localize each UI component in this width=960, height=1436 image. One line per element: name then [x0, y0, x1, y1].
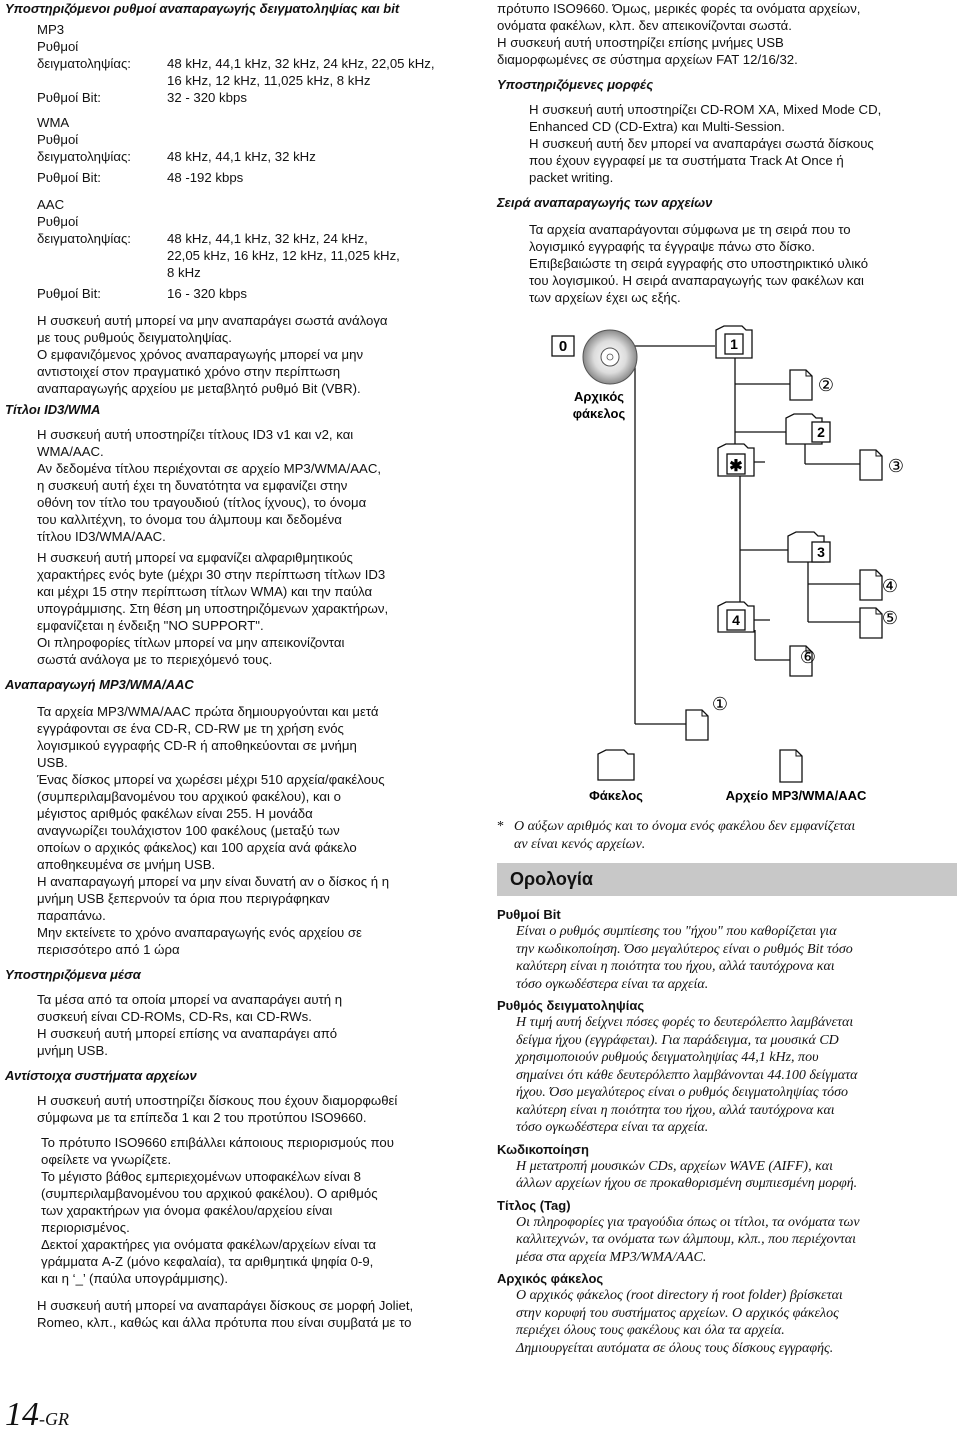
text-line: Δεκτοί χαρακτήρες για ονόματα φακέλων/αρχείων είναι τα	[41, 1237, 376, 1252]
text-line: καλλιτεχνών, τα ονόματα των άλμπουμ, κλπ., που περιέχονται	[516, 1232, 857, 1247]
playback-order-diagram	[490, 322, 960, 812]
playback-body	[37, 703, 455, 958]
bit-value: 16 - 320 kbps	[167, 286, 247, 301]
text-line: Το μέγιστο βάθος εμπεριεχομένων υποφακέλων είναι 8	[41, 1169, 361, 1184]
glossary-term	[497, 1197, 957, 1267]
page-number-value: 14	[5, 1396, 39, 1433]
text-line: περιορισμένος.	[41, 1220, 130, 1235]
mp3-spec	[37, 21, 455, 106]
text-line: Η συσκευή αυτή υποστηρίζει δίσκους που έχουν διαμορφωθεί	[37, 1093, 398, 1108]
format-name: MP3	[37, 22, 65, 37]
text-line: οποίων ο αρχικός φάκελος) και 100 αρχεία ανά φάκελο	[37, 840, 357, 855]
text-line: στην κορυφή του συστήματος αρχείων. Ο αρχικός φάκελος	[516, 1305, 839, 1321]
text-line: λογισμικό εγγραφής τα έγγραψε πάνω στο δίσκο.	[529, 239, 815, 254]
glossary-banner: Ορολογία	[497, 863, 957, 896]
file-order-number: ②	[817, 375, 835, 395]
text-line: με τους ρυθμούς δειγματοληψίας.	[37, 330, 232, 345]
format-name: WMA	[37, 115, 70, 130]
text-line: Επιβεβαιώστε τη σειρά εγγραφής στο υποστηρικτικό υλικό	[529, 256, 869, 271]
legend-folder-icon	[598, 750, 634, 780]
text-line: του λογισμικού. Η σειρά αναπαραγωγής των φακέλων και	[529, 273, 864, 288]
rate-value: 48 kHz, 44,1 kHz, 32 kHz, 24 kHz, 22,05 kHz,	[167, 56, 435, 71]
text-line: και η ‘_’ (παύλα υπογράμμισης).	[41, 1271, 229, 1286]
text-line: Αν δεδομένα τίτλου περιέχονται σε αρχείο MP3/WMA/AAC,	[37, 461, 382, 476]
rate-label: Ρυθμοί	[37, 214, 79, 229]
text-line: οθόνη τον τίτλο του τραγουδιού (τίτλος ίχνους), το όνομα	[37, 495, 367, 510]
media-body	[37, 991, 455, 1059]
bit-label: Ρυθμοί Bit:	[37, 286, 101, 301]
file-icon	[860, 450, 882, 480]
legend-file-label: Αρχείο MP3/WMA/AAC	[725, 788, 867, 803]
glossary-term	[497, 1270, 957, 1357]
folder-number: 1	[730, 336, 738, 352]
root-label: φάκελος	[572, 406, 626, 421]
text-line: Μην εκτείνετε το χρόνο αναπαραγωγής ενός αρχείου σε	[37, 925, 362, 940]
filesystem-joliet	[37, 1297, 455, 1331]
root-number: 0	[558, 338, 568, 355]
text-line: Το πρότυπο ISO9660 επιβάλλει κάποιους περιορισμούς που	[41, 1135, 394, 1150]
aac-spec	[37, 196, 455, 302]
text-line: η συσκευή αυτή έχει τη δυνατότητα να εμφανίζει στην	[37, 478, 348, 493]
rate-label: Ρυθμοί	[37, 39, 79, 54]
root-label: Αρχικός	[573, 389, 625, 404]
glossary-term	[497, 1141, 957, 1193]
rate-label: δειγματοληψίας:	[37, 56, 131, 71]
file-icon	[790, 370, 812, 400]
text-line: USB.	[37, 755, 68, 770]
text-line: Η συσκευή αυτή δεν μπορεί να αναπαράγει σωστά δίσκους	[529, 136, 874, 151]
text-line: και μέχρι 15 στην περίπτωση τίτλων WMA) και την παύλα	[37, 584, 373, 599]
text-line: την κωδικοποίηση. Όσο μεγαλύτερος είναι ο ρυθμός Bit τόσο	[516, 941, 853, 957]
iso9660-restrictions	[41, 1134, 455, 1287]
legend-folder-label: Φάκελος	[589, 788, 643, 803]
cd-disc-icon	[583, 330, 637, 384]
text-line: Η τιμή αυτή δείχνει πόσες φορές το δευτερόλεπτο λαμβάνεται	[516, 1015, 854, 1030]
term-title: Τίτλος (Tag)	[497, 1197, 571, 1213]
rate-label: Ρυθμοί	[37, 132, 79, 147]
text-line: εγγράφονται σε ένα CD-R, CD-RW με τη χρήση ενός	[37, 721, 344, 736]
text-line: αναπαραγωγής αρχείου με μεταβλητό ρυθμό Bit (VBR).	[37, 381, 361, 396]
text-line: καλύτερη είναι η ποιότητα του ήχου, αλλά ταυτόχρονα και	[516, 959, 835, 974]
text-line: διαμορφωμένες σε σύστημα αρχείων FAT 12/16/32.	[497, 52, 798, 67]
text-line: WMA/AAC.	[37, 444, 104, 459]
format-name: AAC	[37, 197, 65, 212]
text-line: αποθηκευμένα σε μνήμη USB.	[37, 857, 216, 872]
folder-number: 3	[817, 544, 825, 560]
filesystem-body	[37, 1092, 455, 1126]
legend-file-icon	[780, 750, 802, 782]
text-line: που έχουν εγγραφεί με τα συστήματα Track At Once ή	[529, 153, 844, 168]
text-line: αναγνωρίζει τουλάχιστον 100 φακέλους (μεταξύ των	[37, 823, 340, 838]
rate-value: 48 kHz, 44,1 kHz, 32 kHz	[167, 149, 316, 164]
right-column	[497, 0, 957, 306]
text-line: σημαίνει ότι κάθε δευτερόλεπτο λαμβάνονται 44.100 δείγματα	[516, 1067, 858, 1083]
filesystem-heading: Αντίστοιχα συστήματα αρχείων	[5, 1068, 197, 1083]
text-line: Οι πληροφορίες για τραγούδια όπως οι τίτλοι, τα ονόματα των	[516, 1214, 860, 1230]
text-line: Η συσκευή αυτή μπορεί να αναπαράγει δίσκους σε μορφή Joliet,	[37, 1298, 414, 1313]
id3-body	[37, 426, 455, 668]
glossary-term	[497, 997, 957, 1137]
term-title: Ρυθμοί Bit	[497, 907, 561, 922]
text-line: πρότυπο ISO9660. Όμως, μερικές φορές τα ονόματα αρχείων,	[497, 1, 861, 16]
text-line: Η συσκευή αυτή μπορεί επίσης να αναπαράγει από	[37, 1026, 338, 1041]
order-body	[529, 221, 957, 306]
text-line: μνήμη USB.	[37, 1043, 108, 1058]
file-order-number: ③	[887, 456, 905, 476]
text-line: Τα αρχεία αναπαράγονται σύμφωνα με τη σειρά που το	[529, 222, 851, 237]
text-line: (συμπεριλαμβανομένου του αρχικού φακέλου). Ο αριθμός	[41, 1186, 378, 1201]
text-line: Είναι ο ρυθμός συμπίεσης του "ήχου" που καθορίζεται για	[516, 924, 837, 939]
text-line: υπογράμμισης. Στη θέση μη υποστηριζόμενων χαρακτήρων,	[37, 601, 389, 616]
text-line: Η αναπαραγωγή μπορεί να μην είναι δυνατή αν ο δίσκος ή η	[37, 874, 390, 889]
bit-label: Ρυθμοί Bit:	[37, 90, 101, 105]
file-order-number: ⑥	[799, 647, 817, 667]
file-icon	[860, 570, 882, 600]
file-order-number: ①	[711, 694, 729, 714]
file-icon	[860, 608, 882, 638]
glossary-term	[497, 906, 957, 993]
text-line: τόσο ογκωδέστερα είναι τα αρχεία.	[516, 976, 709, 992]
folder-number: 2	[817, 424, 825, 440]
rates-heading: Υποστηριζόμενοι ρυθμοί αναπαραγωγής δειγματοληψίας και bit	[5, 1, 400, 16]
text-line: Ο αρχικός φάκελος (root directory ή root folder) βρίσκεται	[516, 1288, 843, 1303]
text-line: Η συσκευή αυτή υποστηρίζει τίτλους ID3 v1 και v2, και	[37, 427, 354, 442]
file-icon	[686, 710, 708, 740]
rate-value: 22,05 kHz, 16 kHz, 12 kHz, 11,025 kHz,	[167, 248, 400, 263]
file-order-number: ⑤	[881, 608, 899, 628]
term-title: Ρυθμός δειγματοληψίας	[497, 998, 645, 1013]
continued-text	[497, 0, 957, 68]
text-line: Η συσκευή αυτή υποστηρίζει CD-ROM XA, Mixed Mode CD,	[529, 102, 882, 117]
text-line: χρησιμοποιούν ρυθμούς δειγματοληψίας 44,1 kHz, που	[516, 1050, 819, 1065]
page-number	[5, 1398, 69, 1436]
footnote	[497, 818, 957, 853]
rate-value: 8 kHz	[167, 265, 201, 280]
text-line: ονόματα φακέλων, κλπ. δεν απεικονίζονται σωστά.	[497, 18, 792, 33]
text-line: Τα αρχεία MP3/WMA/AAC πρώτα δημιουργούνται και μετά	[37, 704, 379, 719]
text-line: Δημιουργείται αυτόματα σε όλους τους δίσκους εγγραφής.	[516, 1340, 834, 1356]
text-line: Romeo, κλπ., καθώς και άλλα πρότυπα που είναι συμβατά με το	[37, 1315, 412, 1330]
text-line: μνήμη USB ξεπερνούν τα όρια που περιγράφηκαν	[37, 891, 330, 906]
text-line: των χαρακτήρων για όνομα φακέλου/αρχείου είναι	[41, 1203, 333, 1218]
text-line: (συμπεριλαμβανομένου του αρχικού φακέλου), και ο	[37, 789, 341, 804]
rate-label: δειγματοληψίας:	[37, 231, 131, 246]
text-line: οφείλετε να γνωρίζετε.	[41, 1152, 172, 1167]
text-line: Η συσκευή αυτή μπορεί να μην αναπαράγει σωστά ανάλογα	[37, 313, 388, 328]
left-column	[5, 0, 455, 1331]
media-heading: Υποστηριζόμενα μέσα	[5, 967, 141, 982]
vbr-note	[37, 312, 455, 397]
rate-value: 48 kHz, 44,1 kHz, 32 kHz, 24 kHz,	[167, 231, 368, 246]
text-line: Τα μέσα από τα οποία μπορεί να αναπαράγει αυτή η	[37, 992, 343, 1007]
text-line: λογισμικού εγγραφής CD-R ή αποθηκεύονται σε μνήμη	[37, 738, 357, 753]
text-line: Ο εμφανιζόμενος χρόνος αναπαραγωγής μπορεί να μην	[37, 347, 364, 362]
text-line: περιέχει όλους τους φακέλους και όλα τα αρχεία.	[516, 1323, 785, 1338]
text-line: ήχου. Όσο μεγαλύτερος είναι ο ρυθμός δειγματοληψίας τόσο	[516, 1085, 849, 1100]
rate-label: δειγματοληψίας:	[37, 149, 131, 164]
text-line: Η συσκευή αυτή μπορεί να εμφανίζει αλφαριθμητικούς	[37, 550, 353, 565]
text-line: τίτλου ID3/WMA/AAC.	[37, 529, 166, 544]
formats-heading: Υποστηριζόμενες μορφές	[497, 77, 654, 92]
order-heading: Σειρά αναπαραγωγής των αρχείων	[497, 195, 713, 210]
text-line: Ένας δίσκος μπορεί να χωρέσει μέχρι 510 αρχεία/φακέλους	[37, 772, 385, 787]
text-line: γράμματα A-Z (μόνο κεφαλαία), τα αριθμητικά ψηφία 0-9,	[41, 1254, 374, 1269]
folder-number: 4	[732, 612, 740, 628]
formats-body	[529, 101, 957, 186]
bit-value: 32 - 320 kbps	[167, 90, 247, 105]
text-line: Η συσκευή αυτή υποστηρίζει επίσης μνήμες USB	[497, 35, 784, 50]
bit-value: 48 -192 kbps	[167, 170, 244, 185]
file-order-number: ④	[881, 576, 899, 596]
text-line: χαρακτήρες ενός byte (μέχρι 30 στην περίπτωση τίτλων ID3	[37, 567, 386, 582]
text-line: Η μετατροπή μουσικών CDs, αρχείων WAVE (AIFF), και	[516, 1158, 834, 1174]
text-line: σύμφωνα με τα επίπεδα 1 και 2 του προτύπου ISO9660.	[37, 1110, 367, 1125]
text-line: Οι πληροφορίες τίτλων μπορεί να μην απεικονίζονται	[37, 635, 345, 650]
text-line: αν είναι κενός αρχείων.	[514, 836, 646, 852]
text-line: εμφανίζεται η ένδειξη "NO SUPPORT".	[37, 618, 264, 633]
playback-heading: Αναπαραγωγή MP3/WMA/AAC	[5, 677, 194, 692]
text-line: δείγμα ήχου (εγγράφεται). Για παράδειγμα, τα μουσικά CD	[516, 1032, 839, 1048]
text-line: του καλλιτέχνη, το όνομα του άλμπουμ και δεδομένα	[37, 512, 342, 527]
bit-label: Ρυθμοί Bit:	[37, 170, 101, 185]
text-line: των αρχείων έχει ως εξής.	[529, 290, 681, 305]
text-line: αντιστοιχεί στον πραγματικό χρόνο στην περίπτωση	[37, 364, 341, 379]
text-line: περισσότερο από 1 ώρα	[37, 942, 180, 957]
text-line: Enhanced CD (CD-Extra) και Multi-Session.	[529, 119, 785, 134]
empty-folder-mark: ✱	[729, 458, 743, 475]
id3-heading: Τίτλοι ID3/WMA	[5, 402, 101, 417]
text-line: καλύτερη είναι η ποιότητα του ήχου, αλλά ταυτόχρονα και	[516, 1102, 835, 1118]
text-line: άλλων αρχείων ήχου σε προκαθορισμένη συμπιεσμένη μορφή.	[516, 1176, 858, 1191]
page-suffix: -GR	[39, 1409, 69, 1429]
term-title: Κωδικοποίηση	[497, 1141, 589, 1157]
rate-value: 16 kHz, 12 kHz, 11,025 kHz, 8 kHz	[167, 73, 371, 88]
text-line: Ο αύξων αριθμός και το όνομα ενός φακέλου δεν εμφανίζεται	[514, 819, 856, 834]
right-lower	[497, 818, 957, 1357]
term-title: Αρχικός φάκελος	[497, 1271, 604, 1286]
wma-spec	[37, 114, 455, 186]
text-line: τόσο ογκωδέστερα είναι τα αρχεία.	[516, 1120, 709, 1135]
text-line: συσκευή είναι CD-ROMs, CD-Rs, και CD-RWs.	[37, 1009, 312, 1024]
text-line: μέγιστος αριθμός φακέλων είναι 255. Η μονάδα	[37, 806, 313, 821]
footnote-mark: *	[497, 819, 504, 834]
text-line: μέσα στα αρχεία MP3/WMA/AAC.	[516, 1249, 707, 1265]
text-line: παραπάνω.	[37, 908, 106, 923]
text-line: σωστά ανάλογα με το περιεχόμενό τους.	[37, 652, 273, 667]
text-line: packet writing.	[529, 170, 614, 185]
